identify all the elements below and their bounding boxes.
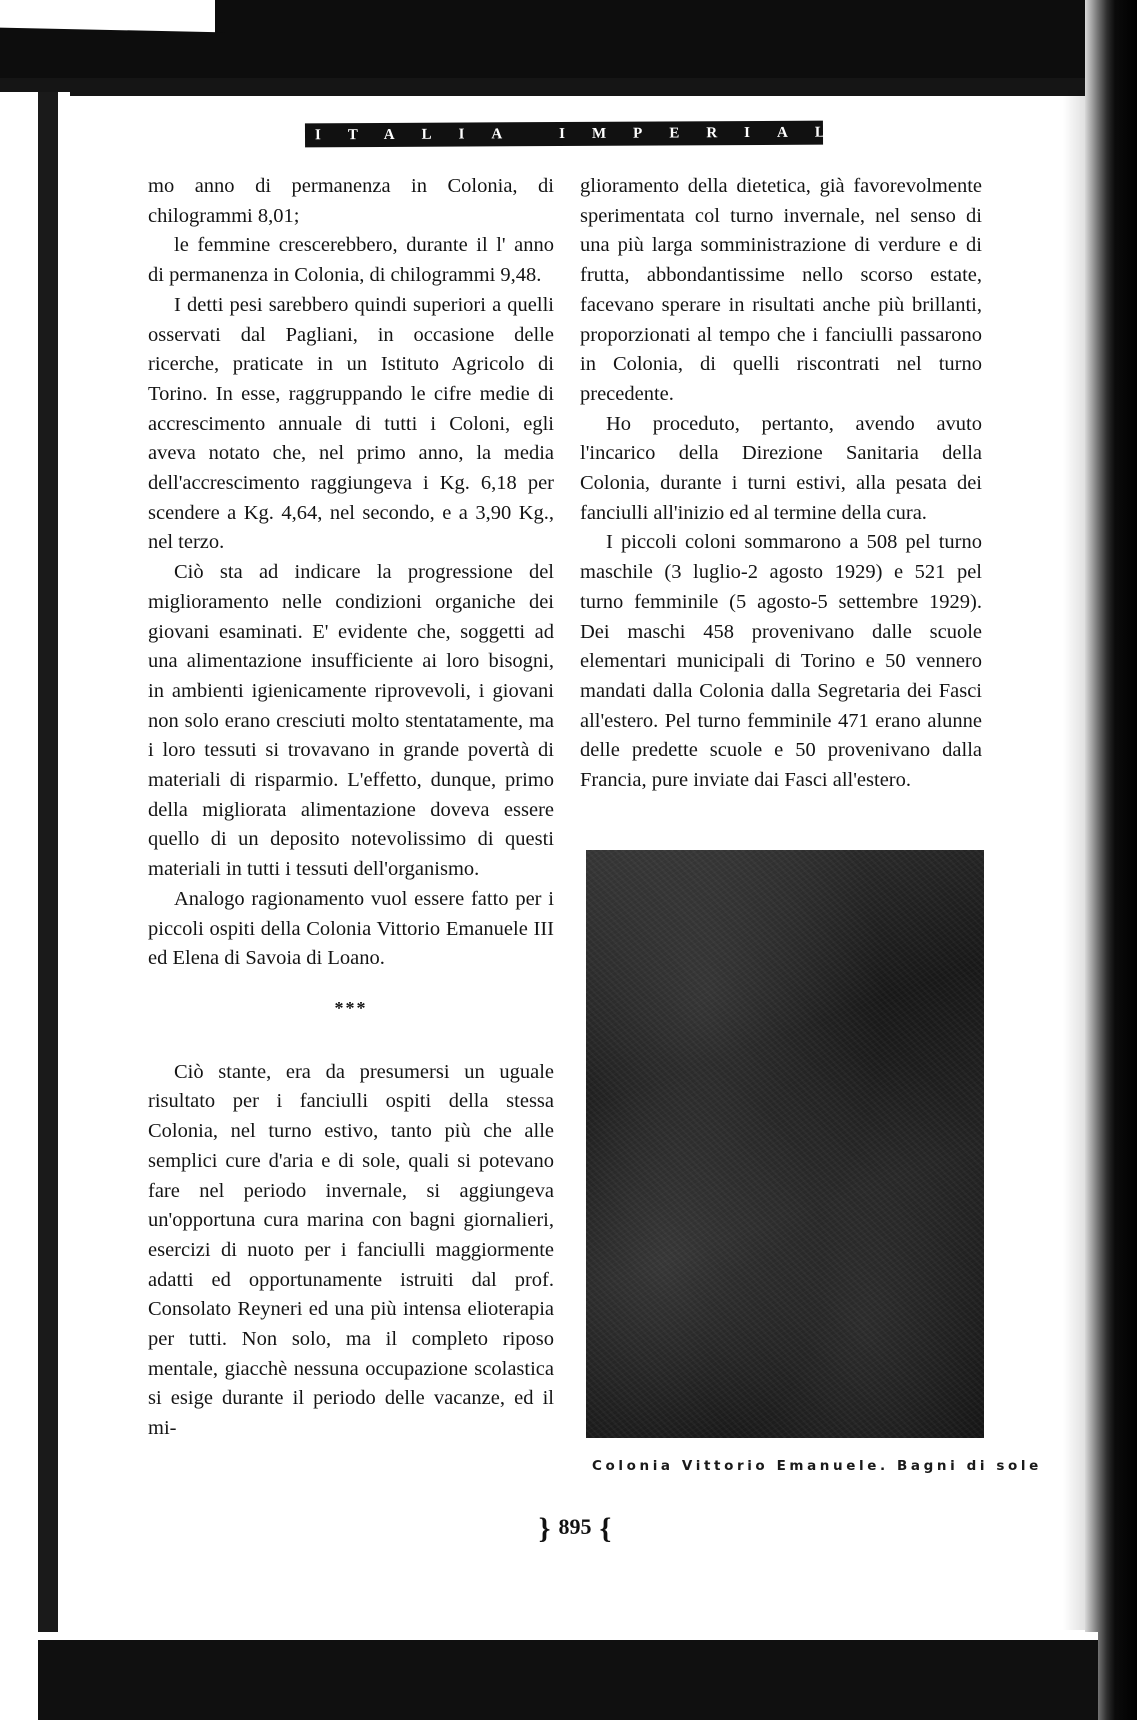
- left-column: [148, 172, 554, 1444]
- scan-border-right: [1085, 0, 1137, 1720]
- paragraph: glioramento della dietetica, già favorevolmente sperimentata col turno invernale, nel senso di una più larga somministrazione di verdure e di frutta, abbondantissime nello scorso estate, facevano sperare in risultati anche più brillanti, proporzionati al tempo che i fanciulli passarono in Colonia, di quelli riscontrati nel turno precedente.: [580, 175, 982, 405]
- paragraph: Ho proceduto, pertanto, avendo avuto l'incarico della Direzione Sanitaria della Colonia, durante i turni estivi, alla pesata dei fanciulli all'inizio ed al termine della cura.: [580, 412, 982, 524]
- scan-border-top: [215, 0, 1120, 78]
- paragraph: mo anno di permanenza in Colonia, di chilogrammi 8,01;: [148, 175, 554, 227]
- paragraph: Analogo ragionamento vuol essere fatto per i piccoli ospiti della Colonia Vittorio Emanuele III ed Elena di Savoia di Loano.: [148, 887, 554, 970]
- paragraph: I detti pesi sarebbero quindi superiori a quelli osservati dal Pagliani, in occasione delle ricerche, praticate in un Istituto Agricolo di Torino. In esse, raggruppando le cifre medie di accrescimento annuale di tutti i Coloni, egli aveva notato che, nel primo anno, la media dell'accrescimento raggiungeva i Kg. 6,18 per scendere a Kg. 4,64, nel secondo, e a 3,90 Kg., nel terzo.: [148, 293, 554, 554]
- running-header: ITALIA IMPERIALE: [305, 121, 823, 148]
- paragraph: Ciò sta ad indicare la progressione del miglioramento nelle condizioni organiche dei giovani esaminati. E' evidente che, soggetti ad una alimentazione insufficiente ai loro bisogni, in ambienti igienicamente riprovevoli, i giovani non solo erano cresciuti molto stentatamente, ma i loro tessuti si trovavano in grande povertà di materiali di risparmio. L'effetto, dunque, primo della migliorata alimentazione doveva essere quello di un deposito notevolissimo di questi materiali in tutti i tessuti dell'organismo.: [148, 561, 554, 881]
- photo-grain: [586, 850, 984, 1438]
- paragraph: le femmine crescerebbero, durante il l' anno di permanenza in Colonia, di chilogrammi 9,48.: [148, 234, 554, 287]
- paragraph: I piccoli coloni sommarono a 508 pel turno maschile (3 luglio-2 agosto 1929) e 521 pel turno femminile (5 agosto-5 settembre 1929). Dei maschi 458 provenivano dalle scuole elementari municipali di Torino e 50 vennero mandati dalla Colonia dalla Segretaria dei Fasci all'estero. Pel turno femminile 471 erano alunne delle predette scuole e 50 provenivano dalla Francia, pure inviate dai Fasci all'estero.: [580, 531, 982, 792]
- page-number-value: 895: [558, 1514, 592, 1539]
- right-column: [580, 172, 982, 796]
- photo-caption: Colonia Vittorio Emanuele. Bagni di sole: [592, 1458, 1042, 1474]
- paragraph: Ciò stante, era da presumersi un uguale risultato per i fanciulli ospiti della stessa Colonia, nel turno estivo, tanto più che alle semplici cure d'aria e di sole, quali si potevano fare nel periodo invernale, si aggiungeva un'opportuna cura marina con bagni giornalieri, esercizi di nuoto per i fanciulli maggiormente adatti ed opportunamente istruiti dal prof. Consolato Reyneri ed una più intensa elioterapia per tutti. Non solo, ma il completo riposo mentale, giacchè nessuna occupazione scolastica si esige durante il periodo delle vacanze, ed il mi-: [148, 1060, 554, 1440]
- scan-shadow-right: [1063, 90, 1085, 1630]
- scan-border-bottom: [38, 1640, 1098, 1720]
- ornament-left-icon: }: [538, 1512, 551, 1545]
- section-asterism: ***: [334, 997, 368, 1018]
- scan-border-top-strip: [0, 78, 1120, 96]
- photograph: [586, 850, 984, 1438]
- ornament-right-icon: {: [599, 1512, 612, 1545]
- scan-border-left: [0, 92, 70, 1720]
- page-number: [520, 1512, 630, 1546]
